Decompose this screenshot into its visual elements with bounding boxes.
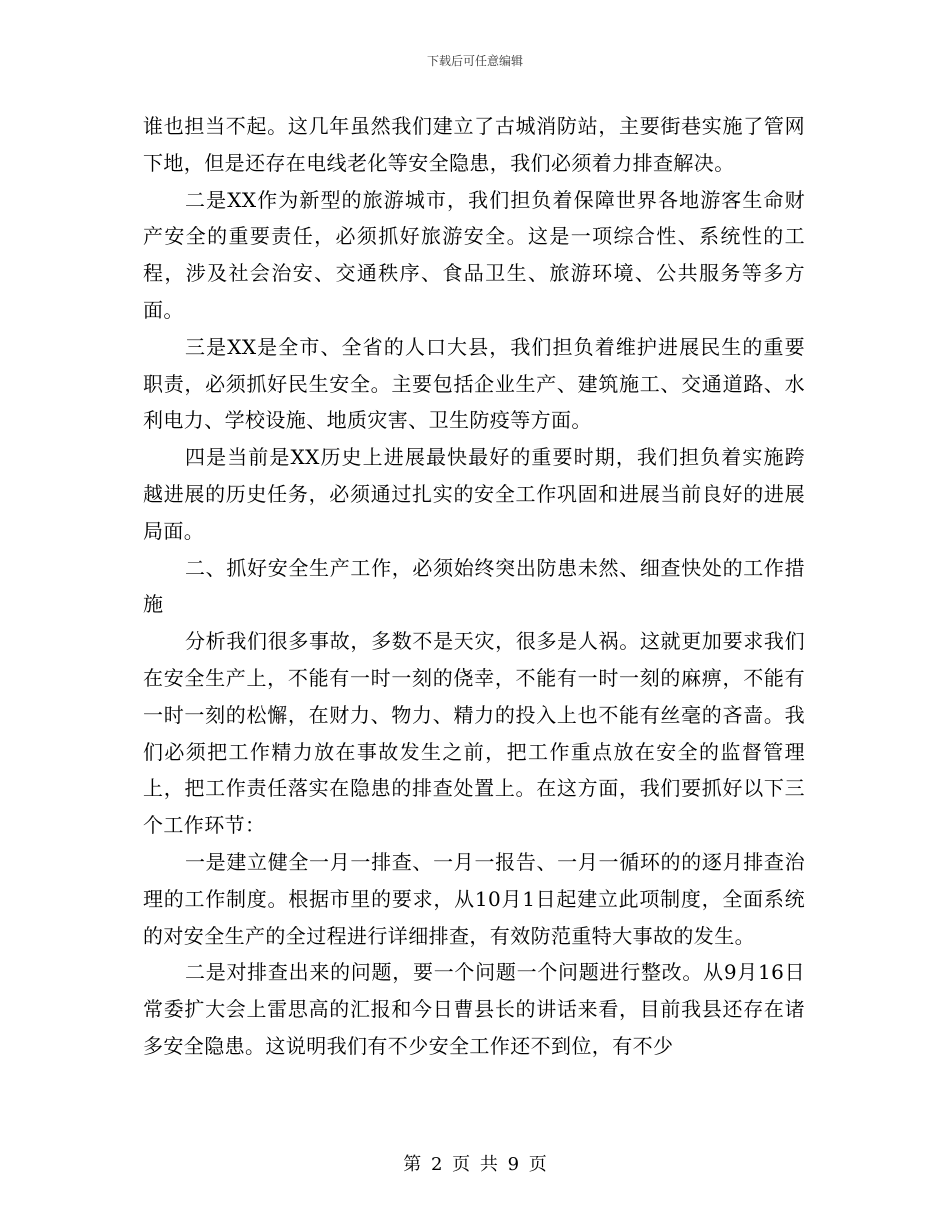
paragraph-livelihood-safety: 三是XX是全市、全省的人口大县，我们担负着维护进展民生的重要职责，必须抓好民生安全。主要包括企业生产、建筑施工、交通道路、水利电力、学校设施、地质灾害、卫生防疫等方面。 (143, 334, 805, 433)
section-heading-two: 二、抓好安全生产工作，必须始终突出防患未然、细查快处的工作措施 (143, 555, 805, 617)
paragraph-development-period: 四是当前是XX历史上进展最快最好的重要时期，我们担负着实施跨越进展的历史任务，必须通过扎实的安全工作巩固和进展当前良好的进展局面。 (143, 445, 805, 543)
page-number: 第 2 页 共 9 页 (403, 1154, 547, 1175)
page-header: 下载后可任意编辑 (426, 54, 523, 68)
paragraph-monthly-inspection: 一是建立健全一月一排查、一月一报告、一月一循环的的逐月排查治理的工作制度。根据市里的要求，从10月1日起建立此项制度，全面系统的对安全生产的全过程进行详细排查，有效防范重特大事故的发生。 (143, 849, 805, 948)
paragraph-rectification: 二是对排查出来的问题，要一个问题一个问题进行整改。从9月16日常委扩大会上雷思高的汇报和今日曹县长的讲话来看，目前我县还存在诸多安全隐患。这说明我们有不少安全工作还不到位，有不少 (143, 960, 805, 1058)
paragraph-tourism-safety: 二是XX作为新型的旅游城市，我们担负着保障世界各地游客生命财产安全的重要责任，必须抓好旅游安全。这是一项综合性、系统性的工程，涉及社会治安、交通秩序、食品卫生、旅游环境、公共服务等多方面。 (143, 187, 805, 322)
paragraph-continued: 谁也担当不起。这几年虽然我们建立了古城消防站，主要街巷实施了管网下地，但是还存在电线老化等安全隐患，我们必须着力排查解决。 (143, 114, 805, 175)
paragraph-accident-analysis: 分析我们很多事故，多数不是天灾，很多是人祸。这就更加要求我们在安全生产上，不能有一时一刻的侥幸，不能有一时一刻的麻痹，不能有一时一刻的松懈，在财力、物力、精力的投入上也不能有丝毫的吝啬。我们必须把工作精力放在事故发生之前，把工作重点放在安全的监督管理上，把工作责任落实在隐患的排查处置上。在这方面，我们要抓好以下三个工作环节： (143, 629, 805, 838)
document-body (143, 108, 805, 1065)
